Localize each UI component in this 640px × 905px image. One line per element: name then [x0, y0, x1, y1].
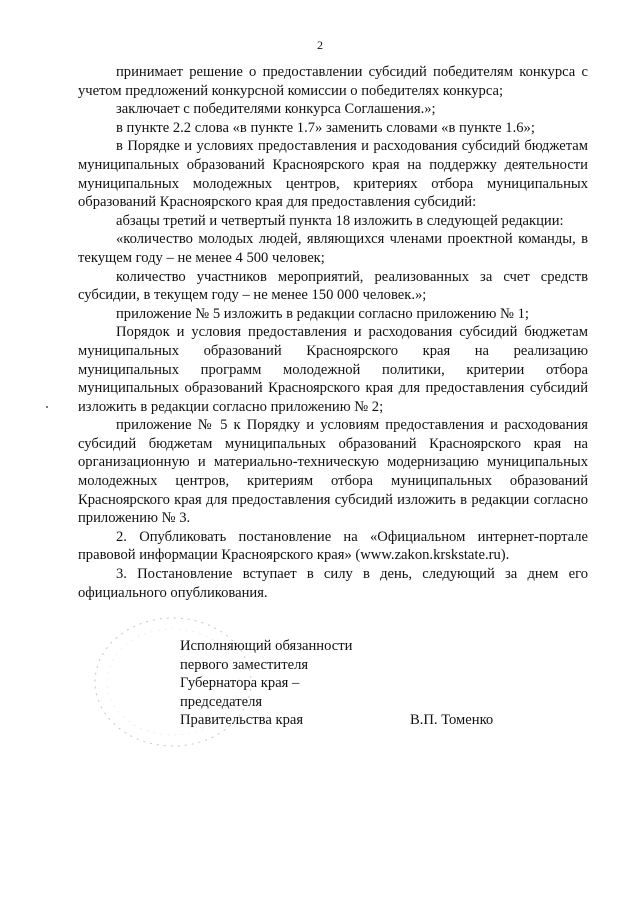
paragraph-appendix-5-modernization: приложение № 5 к Порядку и условиям предоставления и расходования субсидий бюджетам муниципальных образований Красноярского края на организационную и материально-техническую модернизацию муниципальных молодежных центров, критериям отбора муниципальных образований Красноярского края для предоставления субсидий изложить в редакции согласно приложению № 3. [78, 417, 588, 527]
paragraph-appendix-5: приложение № 5 изложить в редакции согласно приложению № 1; [116, 305, 529, 322]
paragraph-young-people-count: «количество молодых людей, являющихся членами проектной команды, в текущем году – не менее 4 500 человек; [78, 231, 588, 266]
scan-speck [46, 406, 48, 408]
document-body [78, 63, 588, 602]
signer-title-line-4: председателя [180, 693, 263, 710]
paragraph-agreements: заключает с победителями конкурса Соглашения.»; [116, 101, 436, 118]
paragraph-clause-18: абзацы третий и четвертый пункта 18 изложить в следующей редакции: [116, 212, 564, 229]
signer-title-line-1: Исполняющий обязанности [180, 638, 353, 654]
paragraph-decision: принимает решение о предоставлении субсидий победителям конкурса с учетом предложений конкурсной комиссии о победителях конкурса; [78, 64, 588, 99]
signer-title-line-3: Губернатора края – [180, 675, 300, 692]
paragraph-youth-programs: Порядок и условия предоставления и расходования субсидий бюджетам муниципальных образований Красноярского края на реализацию муниципальных программ молодежной политики, критерии отбора муниципальных образований Красноярского края для предоставления субсидий изложить в редакции согласно приложению № 2; [78, 324, 588, 415]
signature-block [180, 637, 352, 730]
paragraph-effective-date: 3. Постановление вступает в силу в день, следующий за днем его официального опубликования. [78, 566, 588, 601]
signer-title-line-2: первого заместителя [180, 656, 309, 673]
paragraph-clause-2-2: в пункте 2.2 слова «в пункте 1.7» заменить словами «в пункте 1.6»; [116, 119, 535, 136]
paragraph-procedure-centers: в Порядке и условиях предоставления и расходования субсидий бюджетам муниципальных образований Красноярского края на поддержку деятельности муниципальных молодежных центров, критериях отбора муниципальных образований Красноярского края для предоставления субсидий: [78, 138, 588, 211]
paragraph-participants-count: количество участников мероприятий, реализованных за счет средств субсидии, в текущем году – не менее 150 000 человек.»; [78, 268, 588, 304]
paragraph-publication: 2. Опубликовать постановление на «Официальном интернет-портале правовой информации Красноярского края» (www.zakon.krskstate.ru). [78, 528, 588, 564]
page-number: 2 [317, 38, 323, 52]
signer-title-line-5: Правительства края [180, 712, 304, 729]
signer-name: В.П. Томенко [410, 712, 494, 728]
